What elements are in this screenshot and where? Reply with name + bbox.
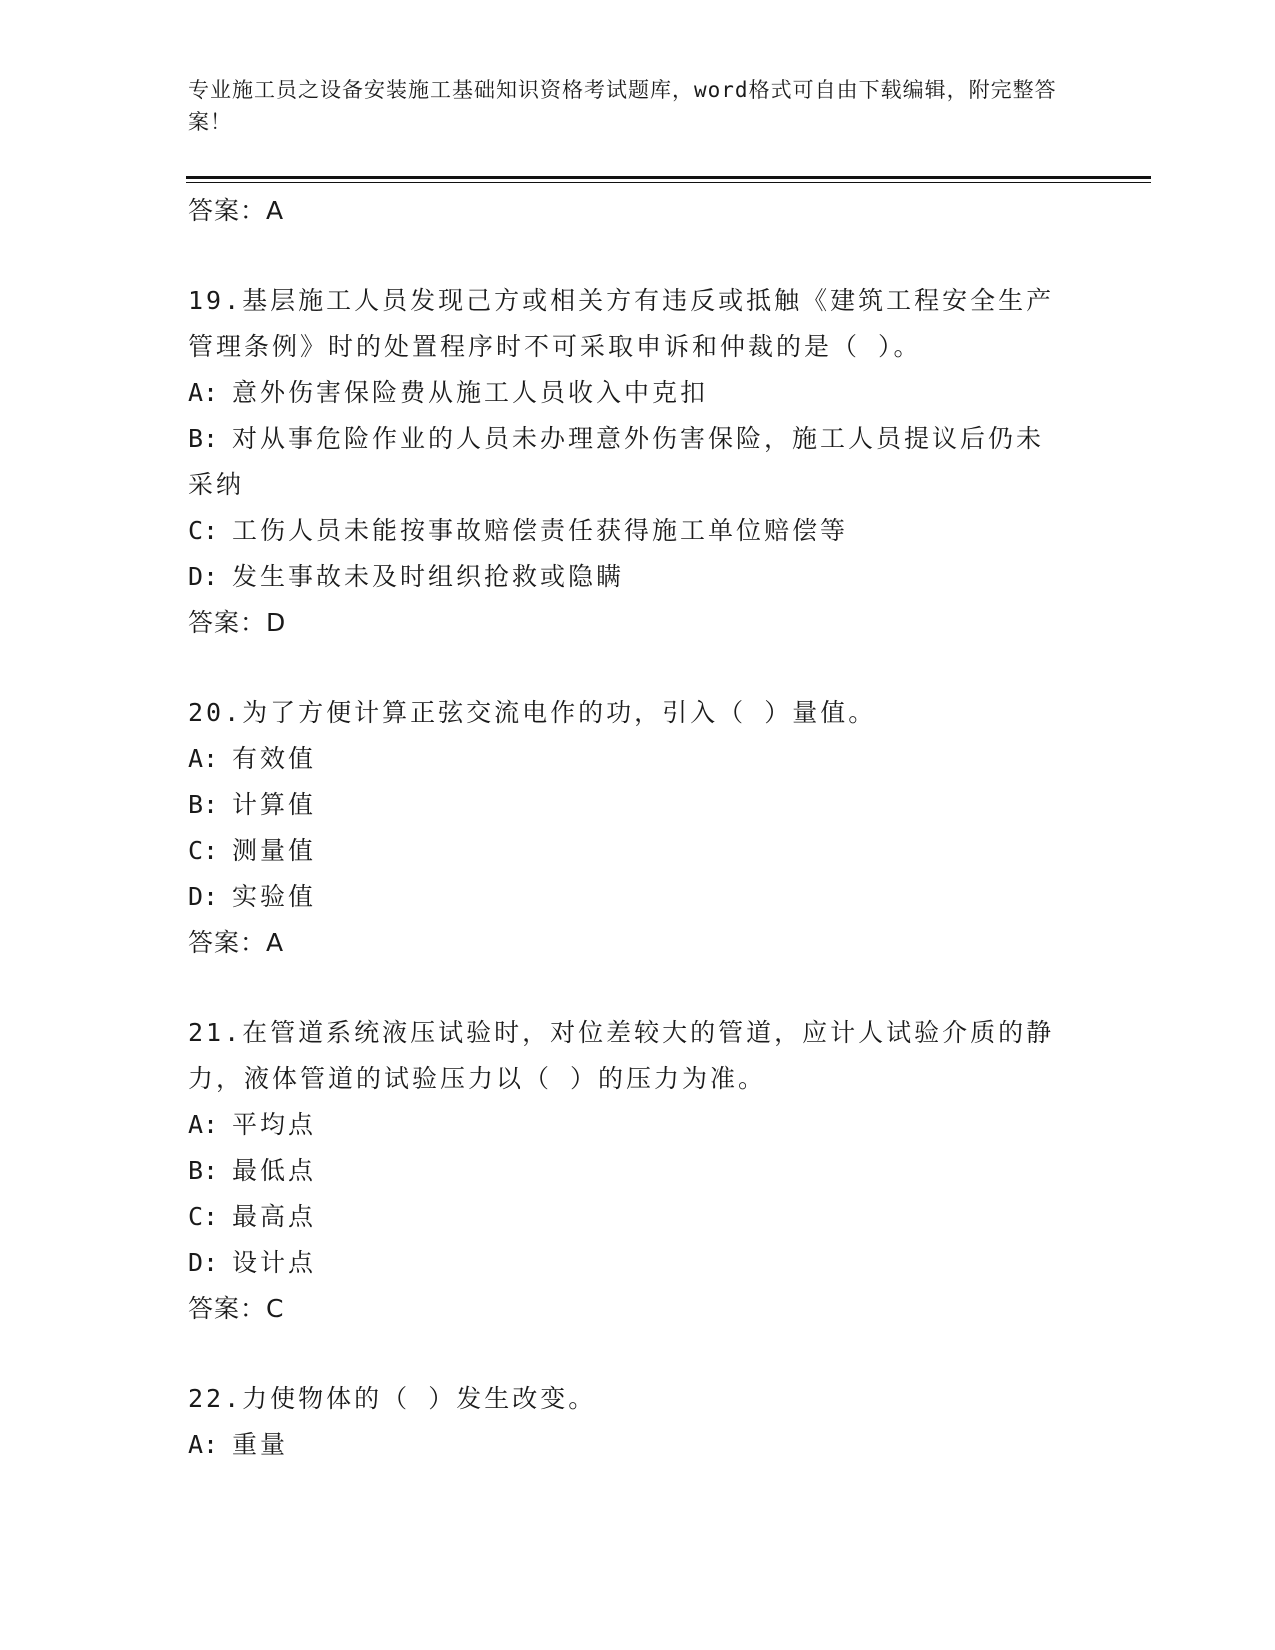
option-text: 意外伤害保险费从施工人员收入中克扣 [232, 378, 709, 407]
option-letter: C: [188, 516, 219, 545]
option-text: 计算值 [232, 790, 317, 819]
option-letter: B: [188, 424, 219, 453]
question-21 [188, 1010, 1088, 1332]
option-d [188, 874, 1068, 920]
option-a [188, 736, 1068, 782]
option-letter: A: [188, 378, 219, 407]
answer-line: 答案：A [188, 928, 285, 957]
option-letter: A: [188, 1110, 219, 1139]
option-b [188, 1148, 1068, 1194]
option-c [188, 508, 1068, 554]
option-letter: A: [188, 1430, 219, 1459]
carryover-answer: 答案：A [188, 196, 285, 225]
option-d [188, 554, 1068, 600]
question-list [188, 188, 1088, 1468]
option-letter: D: [188, 562, 219, 591]
option-text: 平均点 [232, 1110, 317, 1139]
option-c [188, 828, 1068, 874]
header-divider-thick [186, 176, 1151, 179]
option-a [188, 1422, 1068, 1468]
option-b [188, 416, 1068, 508]
option-b [188, 782, 1068, 828]
option-text: 实验值 [232, 882, 317, 911]
question-19 [188, 278, 1088, 646]
page-header: 专业施工员之设备安装施工基础知识资格考试题库，word格式可自由下载编辑，附完整答案！ [188, 78, 1057, 134]
option-text: 重量 [232, 1430, 289, 1459]
option-text: 最高点 [232, 1202, 317, 1231]
option-text: 发生事故未及时组织抢救或隐瞒 [232, 562, 625, 591]
question-stem: 20.为了方便计算正弦交流电作的功，引入（ ）量值。 [188, 698, 877, 727]
option-letter: B: [188, 790, 219, 819]
header-divider-thin [186, 182, 1151, 183]
option-letter: B: [188, 1156, 219, 1185]
option-a [188, 370, 1068, 416]
option-text: 对从事危险作业的人员未办理意外伤害保险，施工人员提议后仍未采纳 [188, 424, 1045, 499]
option-letter: C: [188, 836, 219, 865]
option-letter: D: [188, 1248, 219, 1277]
answer-line: 答案：C [188, 1294, 285, 1323]
option-a [188, 1102, 1068, 1148]
option-text: 工伤人员未能按事故赔偿责任获得施工单位赔偿等 [232, 516, 849, 545]
option-text: 设计点 [232, 1248, 317, 1277]
option-letter: D: [188, 882, 219, 911]
question-stem: 19.基层施工人员发现己方或相关方有违反或抵触《建筑工程安全生产管理条例》时的处置程序时不可采取申诉和仲裁的是（ ）。 [188, 286, 1055, 361]
option-text: 最低点 [232, 1156, 317, 1185]
option-c [188, 1194, 1068, 1240]
option-text: 测量值 [232, 836, 317, 865]
option-letter: A: [188, 744, 219, 773]
question-stem: 21.在管道系统液压试验时，对位差较大的管道，应计人试验介质的静力，液体管道的试验压力以（ ）的压力为准。 [188, 1018, 1055, 1093]
question-stem: 22.力使物体的（ ）发生改变。 [188, 1384, 597, 1413]
question-20 [188, 690, 1088, 966]
option-letter: C: [188, 1202, 219, 1231]
option-text: 有效值 [232, 744, 317, 773]
question-22 [188, 1376, 1088, 1468]
answer-line: 答案：D [188, 608, 287, 637]
option-d [188, 1240, 1068, 1286]
